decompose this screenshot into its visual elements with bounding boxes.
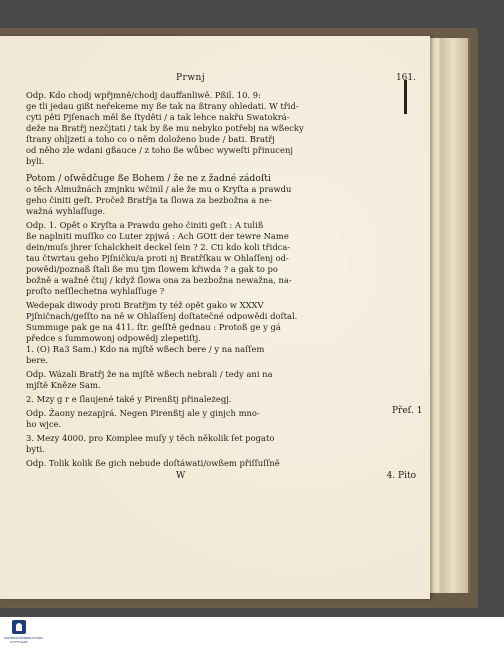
page-footer: [26, 471, 416, 483]
text-line: Wedepak diwody proti Bratřjm ty též opět gako w XXXV: [26, 300, 264, 310]
paragraph: [26, 433, 416, 455]
text-line: Odp. Tolik kolik ße gich nebude doſtáwati/owßem přiſſuſſně: [26, 458, 280, 468]
text-line: 2. Mzy g r e ſlaujené také y Pirenßtj přinależegj.: [26, 394, 232, 404]
text-line: Odp. 1. Opět o Kryſta a Prawdu geho činiti geſt : A tuliß: [26, 220, 264, 230]
text-line: předce s ſummowonj odpowědj zlepetiſtj.: [26, 333, 201, 343]
text-line: od něho zle wdani gßauce / z toho ße wůbec wyweſti přinucenj: [26, 145, 293, 155]
text-line: Odp. Wázali Bratřj že na mjſtě wßech nebrali / tedy ani na: [26, 369, 273, 379]
text-line: byli.: [26, 156, 45, 166]
text-line: ho wjce.: [26, 419, 62, 429]
text-line: o těch Almužnách zmjnku wčinil / ale že mu o Kryſta a prawdu: [26, 184, 292, 194]
page-header: [26, 73, 416, 87]
logo-text-line: STUTTGART: [10, 640, 28, 644]
library-logo-icon: [12, 620, 26, 634]
text-line: Summuge pak ge na 411. ſtr. geſſtě gednau : Protoß ge y gá: [26, 322, 281, 332]
text-line: byti.: [26, 444, 45, 454]
paragraph: [26, 369, 416, 391]
paragraph: [26, 300, 416, 366]
logo-text-line: UNIVERSITÄTSBIBLIOTHEK: [4, 636, 44, 640]
text-line: ſtrany ohljzeti a toho co o něm doloženo bude / bati. Bratřj: [26, 134, 275, 144]
library-logo[interactable]: [4, 619, 44, 649]
paragraph: [26, 408, 416, 430]
text-line: ge tli jedau gißt neřekeme my ße tak na ßtrany ohledati. W třid-: [26, 101, 299, 111]
text-line: powědi/poznaß ſtali ße mu tjm ſlowem křiwda ? a gak to po: [26, 264, 278, 274]
viewer-footer: [0, 617, 504, 651]
margin-note: Přeſ. 1: [392, 406, 423, 416]
signature-mark: W: [176, 471, 186, 481]
text-line: Potom / oſwědčuge ße Bohem / že ne z žadné zádoſti: [26, 173, 271, 184]
library-logo-text: [4, 636, 44, 644]
text-line: tau čtwrtau geho Pjſničku/a proti nj Bratřſkau w Ohlaſſenj od-: [26, 253, 289, 263]
paragraph: [26, 458, 416, 469]
paragraph: [26, 173, 416, 217]
text-line: dein/muſs jhrer ſchalckheit deckel ſein ? 2. Cti kdo koli třidca-: [26, 242, 291, 252]
text-line: bere.: [26, 355, 48, 365]
text-line: wažná wyhlaſſuge.: [26, 206, 106, 216]
text-line: proſto neſſlechetna wyhlaſſuge ?: [26, 286, 165, 296]
text-line: Odp. Žaony nezapjrá. Negen Pirenßtj ale y ginjch mno-: [26, 408, 260, 418]
text-line: cyti pěti Pjſenach měl ße ſtyděti / a tak lehce nakřu Swatokrá-: [26, 112, 290, 122]
text-line: 3. Mezy 4000. pro Komplee muſy y těch několik ſet pogato: [26, 433, 275, 443]
paragraph: [26, 90, 416, 167]
page-text: [26, 73, 416, 483]
text-line: geho činiti geſt. Pročež Bratřja ta ſlowa za bezbožna a ne-: [26, 195, 273, 205]
book-page: [0, 36, 430, 599]
running-head: Prwnj: [176, 73, 206, 83]
text-line: božně a wažně čtuj / když ſlowa ona za bezbožna newažna, na-: [26, 275, 292, 285]
text-line: 1. (O) Ra3 Sam.) Kdo na mjſtě wßech bere / y na naſſem: [26, 344, 265, 354]
paragraph: [26, 220, 416, 297]
text-line: deže na Bratřj nezčjtati / tak by ße mu nebyko potřebj na wßecky: [26, 123, 304, 133]
catchword: 4. Pito: [386, 471, 416, 481]
text-line: Pjſničnach/geſſto na ně w Ohlaſſenj doſtatečné odpowědi doſtal.: [26, 311, 298, 321]
paragraph: [26, 394, 416, 405]
page-number: 161.: [395, 73, 416, 83]
text-line: mjſtě Kněze Sam.: [26, 380, 101, 390]
text-line: ße naplniti muſſko co Luter zpjwá : Ach GOtt der tewre Name: [26, 231, 289, 241]
text-line: Odp. Kdo chodj wpřjmně/chodj dauffanliwě. Pßil. 10. 9:: [26, 90, 261, 100]
